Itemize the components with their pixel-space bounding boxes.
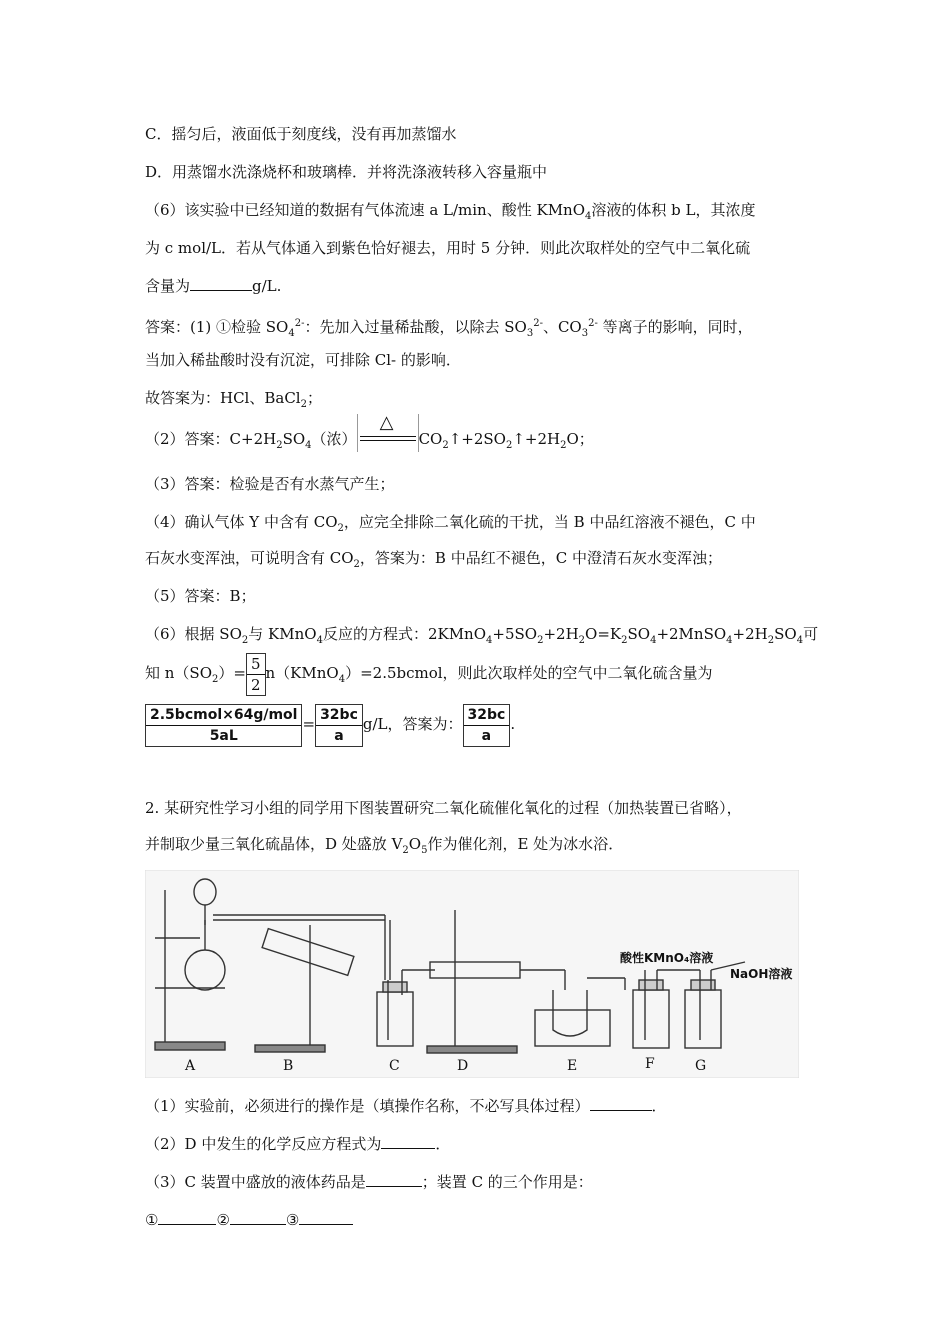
fraction-5-over-2: $\frac{5}{2}$ bbox=[246, 653, 266, 696]
answer-blank[interactable] bbox=[158, 1210, 216, 1225]
fraction-answer: $\frac{32bc}{a}$ bbox=[463, 704, 511, 747]
label-naoh-solution: NaOH溶液 bbox=[730, 967, 793, 981]
option-c: C．摇匀后，液面低于刻度线，没有再加蒸馏水 bbox=[145, 125, 457, 143]
question-2-3: （3）C 装置中盛放的液体药品是 ；装置 C 的三个作用是： bbox=[145, 1173, 593, 1191]
answer-4-line2: 石灰水变浑浊，可说明含有 $CO_2$，答案为：B 中品红不褪色，C 中澄清石灰水变浑浊； bbox=[145, 549, 722, 570]
label-b: B bbox=[283, 1058, 294, 1074]
label-kmno4-solution: 酸性KMnO₄溶液 bbox=[620, 951, 714, 965]
label-d: D bbox=[457, 1058, 469, 1074]
answer-1-line2: 当加入稀盐酸时没有沉淀，可排除 Cl- 的影响． bbox=[145, 351, 461, 369]
fraction-32bc-over-a: $\frac{32bc}{a}$ bbox=[315, 704, 363, 747]
label-g: G bbox=[695, 1058, 707, 1074]
answer-1-line1: 答案：(1) ①检验 $SO_4^{2-}$：先加入过量稀盐酸，以除去 $SO_3^{2-}$、$CO_3^{2-}$ 等离子的影响，同时， bbox=[145, 318, 753, 339]
answer-5: （5）答案：B； bbox=[145, 587, 256, 605]
question-6-line3: 含量为 g/L. bbox=[145, 277, 282, 295]
question-2-2: （2）D 中发生的化学反应方程式为 ． bbox=[145, 1135, 451, 1153]
answer-blank[interactable] bbox=[299, 1210, 353, 1225]
answer-blank[interactable] bbox=[366, 1172, 422, 1187]
label-a: A bbox=[185, 1058, 196, 1074]
question-6-line1: （6）该实验中已经知道的数据有气体流速 a L/min、酸性 KMnO$_4$溶液的体积 b L，其浓度 bbox=[145, 201, 756, 222]
answer-6-line2: 知 $n(SO_2)=$ $\frac{5}{2}$ n（KMnO$_4$）=2.5bcmol，则此次取样处的空气中二氧化硫含量为 bbox=[145, 654, 713, 694]
answer-1-line3: 故答案为：HCl、BaCl$_2$； bbox=[145, 389, 322, 410]
question-6-line2: 为 c mol/L．若从气体通入到紫色恰好褪去，用时 5 分钟．则此次取样处的空气中二氧化硫 bbox=[145, 239, 751, 257]
apparatus-diagram bbox=[145, 870, 799, 1078]
answer-2: （2）答案：$C+2H_2SO_4$（浓） △ $CO_2↑+2SO_2↑+2H_2O$； bbox=[145, 412, 594, 451]
problem-2-line2: 并制取少量三氧化硫晶体，D 处盛放 $V_2O_5$作为催化剂，E 处为冰水浴． bbox=[145, 835, 624, 856]
fraction-mass-calculation: $\frac{\text{2.5bcmol×64g/mol}}{5aL}$ bbox=[145, 704, 302, 747]
answer-6-line1: （6）根据 $SO_2$与 KMnO$_4$反应的方程式：$2KMnO_4+5SO_2+2H_2O=K_2SO_4+2MnSO_4+2H_2SO_4$可 bbox=[145, 625, 819, 646]
label-e: E bbox=[567, 1058, 578, 1074]
answer-3: （3）答案：检验是否有水蒸气产生； bbox=[145, 475, 395, 493]
label-f: F bbox=[645, 1056, 655, 1072]
problem-2-line1: 2. 某研究性学习小组的同学用下图装置研究二氧化硫催化氧化的过程（加热装置已省略）， bbox=[145, 799, 742, 817]
reaction-condition-arrow bbox=[357, 414, 419, 452]
answer-4-line1: （4）确认气体 Y 中含有 $CO_2$，应完全排除二氧化硫的干扰，当 B 中品红溶液不褪色，C 中 bbox=[145, 513, 756, 534]
answer-blank[interactable] bbox=[590, 1096, 652, 1111]
apparatus-figure bbox=[145, 870, 799, 1078]
question-2-1: （1）实验前，必须进行的操作是（填操作名称，不必写具体过程） ． bbox=[145, 1097, 667, 1115]
answer-blank[interactable] bbox=[381, 1134, 435, 1149]
answer-6-line3: $\frac{\text{2.5bcmol×64g/mol}}{5aL}$ = $\frac{32bc}{a}$ g/L，答案为： $\frac{32bc}{a}$ . bbox=[145, 702, 515, 747]
answer-blank[interactable] bbox=[230, 1210, 286, 1225]
question-2-3-blanks: ① ② ③ bbox=[145, 1210, 353, 1230]
answer-blank[interactable] bbox=[190, 276, 252, 291]
option-d: D．用蒸馏水洗涤烧杯和玻璃棒．并将洗涤液转移入容量瓶中 bbox=[145, 163, 548, 181]
heat-symbol: △ bbox=[379, 412, 394, 433]
label-c: C bbox=[389, 1058, 400, 1074]
